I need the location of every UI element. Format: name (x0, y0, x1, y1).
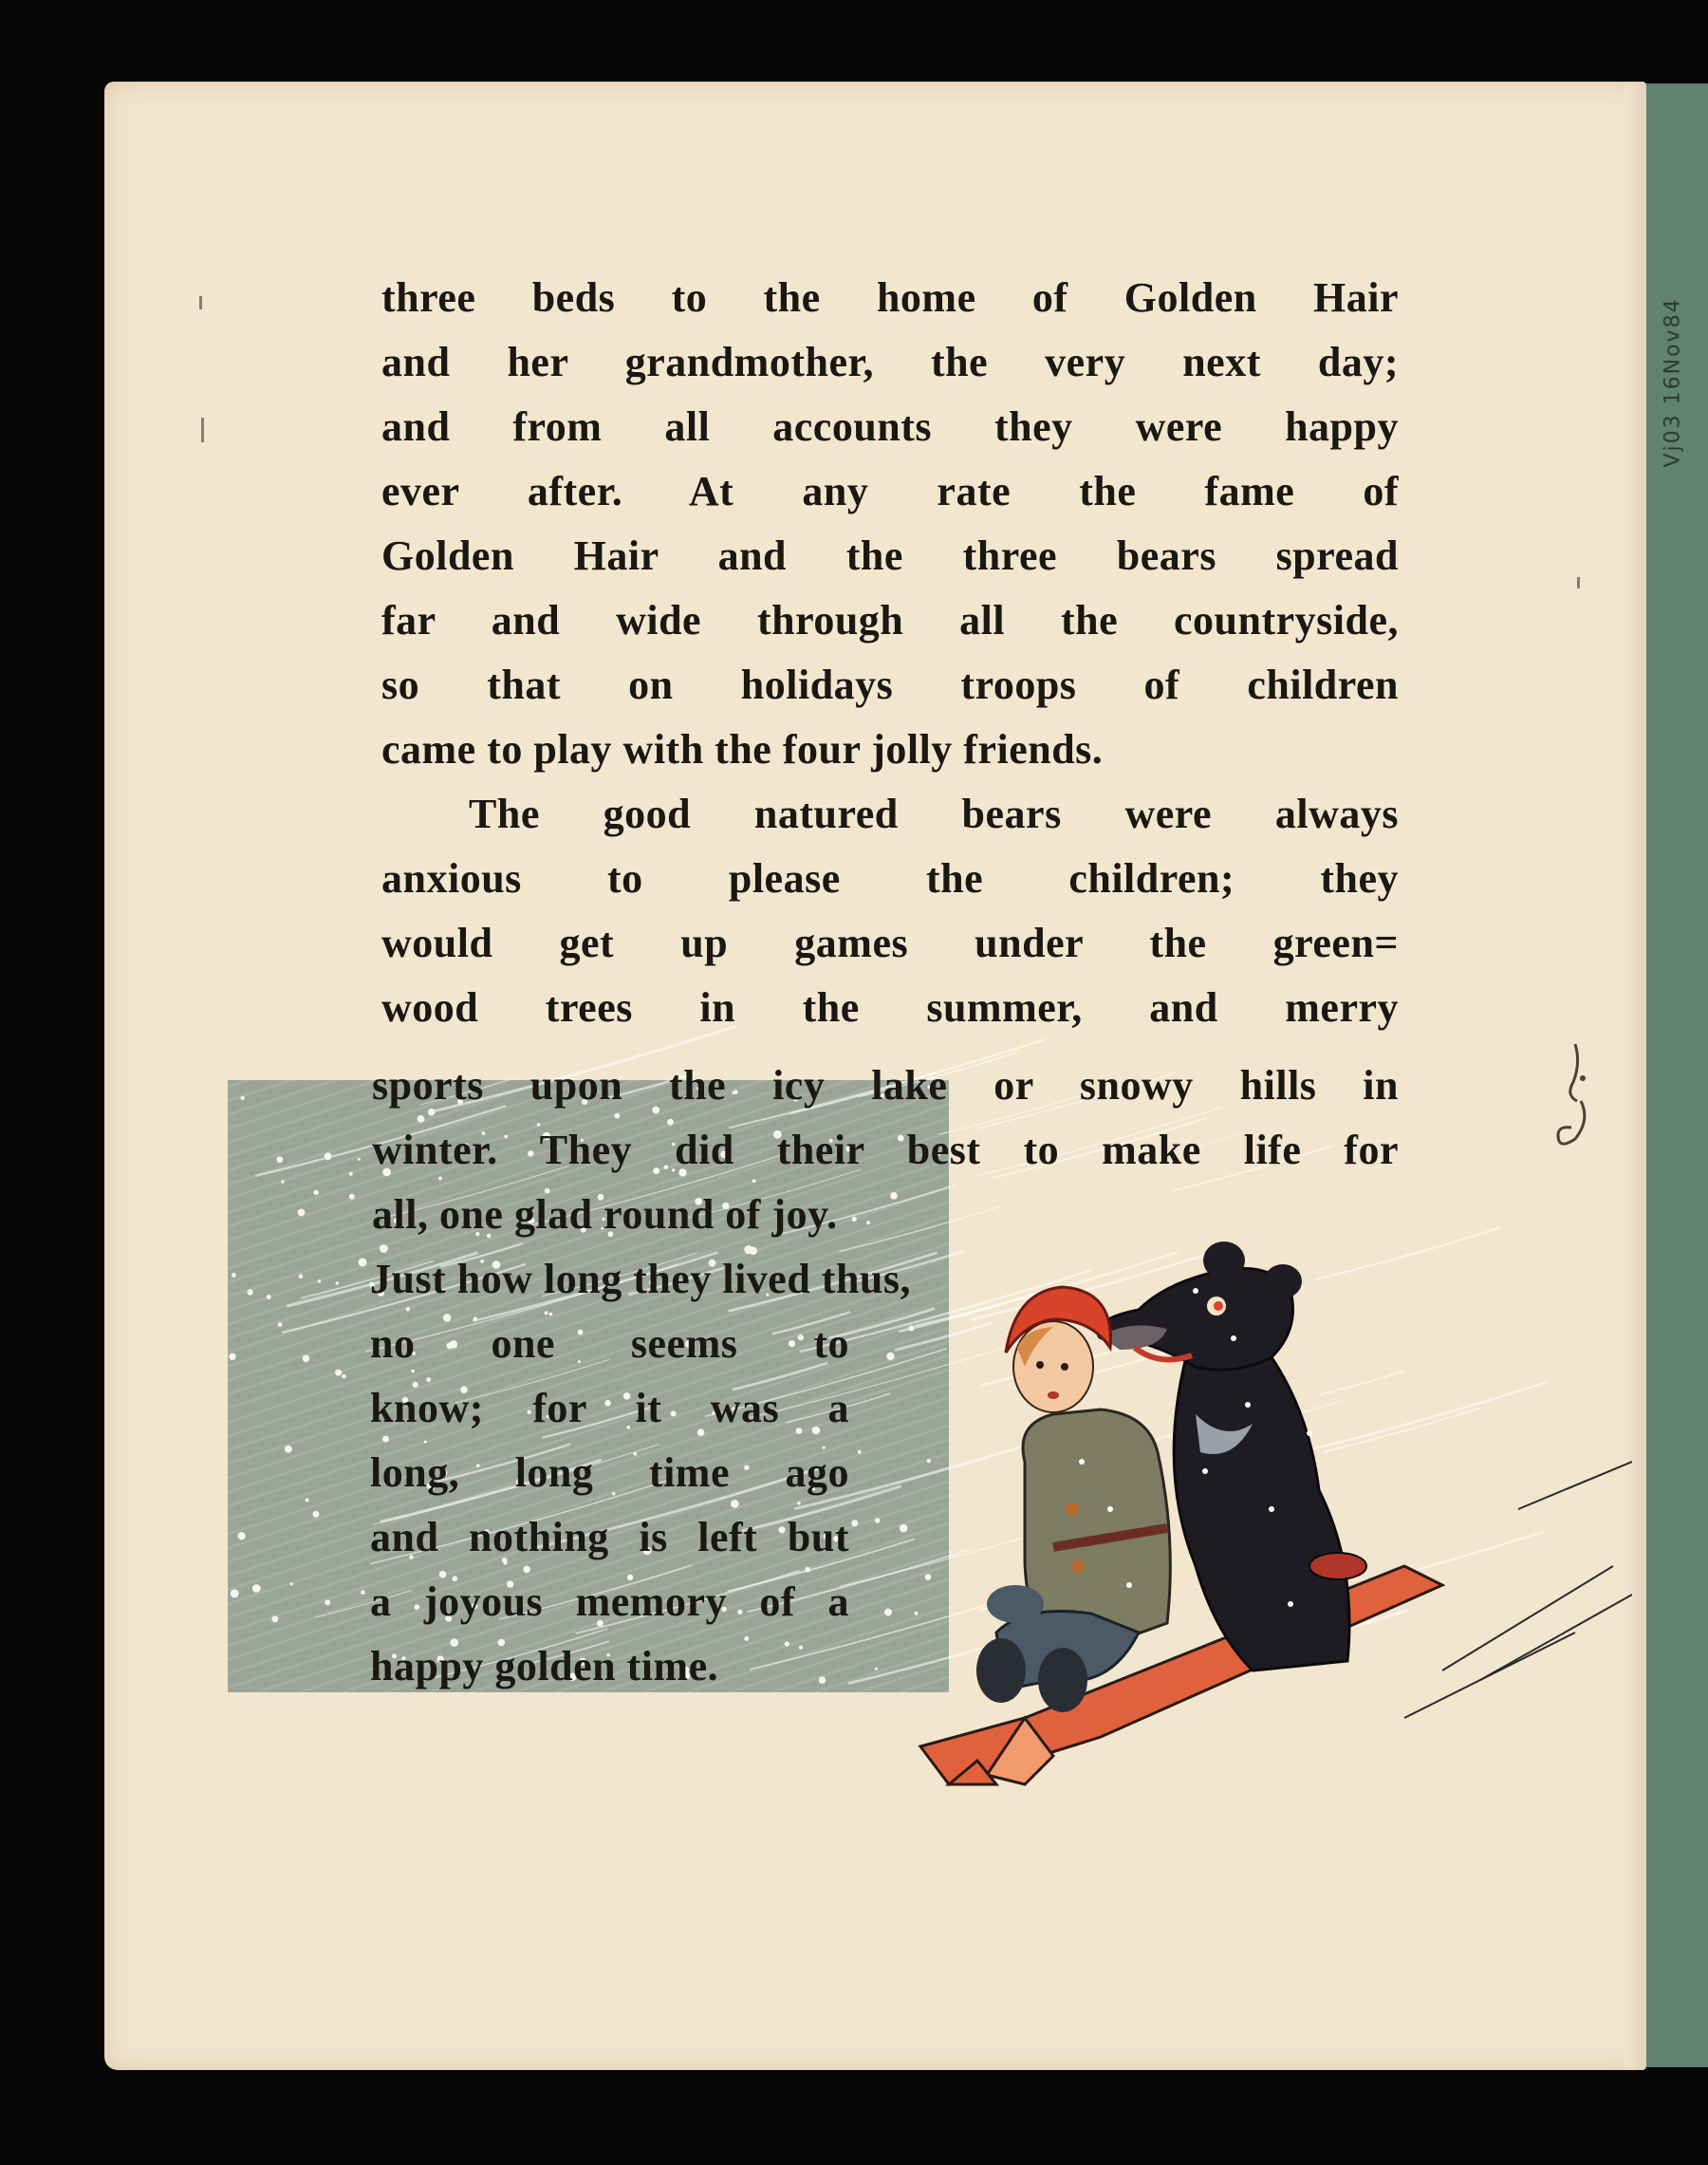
text-line: a joyous memory of a (370, 1578, 849, 1625)
snowflake (349, 1194, 355, 1200)
snowflake (349, 1172, 353, 1176)
text-line: came to play with the four jolly friends. (381, 726, 1104, 773)
story-text-narrow (370, 1312, 849, 1699)
snowflake (271, 1615, 278, 1622)
text-line: Golden Hair and the three bears spread (381, 532, 1399, 579)
sled-motion-lines (1404, 1462, 1632, 1718)
story-text-over-snow (372, 1054, 1399, 1247)
snowflake (361, 1590, 365, 1595)
snowflake (229, 1353, 235, 1360)
text-line: so that on holidays troops of children (381, 662, 1399, 708)
text-line: three beds to the home of Golden Hair (381, 274, 1399, 321)
text-line: no one seems to (370, 1320, 849, 1367)
snowflake (318, 1279, 321, 1282)
text-line: all, one glad round of joy. (372, 1191, 838, 1238)
snowflake (900, 1524, 908, 1533)
story-text-main (381, 266, 1399, 1040)
snowflake (858, 1450, 862, 1454)
catalog-note-text: Vj03 16Nov84 (1661, 297, 1685, 468)
text-line: and nothing is left but (370, 1514, 849, 1560)
text-line: would get up games under the green= (381, 920, 1399, 966)
snowflake (851, 1520, 858, 1526)
snowflake (306, 1499, 309, 1502)
snowflake (247, 1289, 252, 1295)
child-and-bear-sledding-illustration (911, 1224, 1632, 1794)
snowflake (238, 1532, 246, 1540)
text-line: The good natured bears were always (469, 791, 1399, 837)
snowflake (325, 1152, 332, 1160)
snowflake (240, 1096, 244, 1100)
snowflake (285, 1446, 292, 1453)
snowflake (336, 1281, 340, 1285)
snowflake (875, 1518, 880, 1522)
snowflake (325, 1599, 330, 1605)
snowflake (278, 1322, 283, 1327)
text-line: and her grandmother, the very next day; (381, 339, 1399, 385)
snowflake (359, 1258, 367, 1266)
text-line: ever after. At any rate the fame of (381, 468, 1399, 514)
text-line: long, long time ago (370, 1449, 849, 1496)
text-line: Just how long they lived thus, (370, 1256, 912, 1302)
snowflake (299, 1274, 304, 1278)
snowflake (342, 1374, 346, 1379)
text-line: know; for it was a (370, 1385, 849, 1431)
text-line: sports upon the icy lake or snowy hills in (372, 1062, 1399, 1109)
snowflake (884, 1609, 892, 1616)
snowflake (232, 1273, 236, 1278)
snowflake (231, 1589, 239, 1597)
snowflake (314, 1190, 319, 1195)
snowflake (298, 1209, 306, 1217)
text-line: anxious to please the children; they (381, 855, 1399, 902)
snowflake (281, 1180, 285, 1184)
snowflake (886, 1353, 894, 1360)
snowflake (252, 1584, 261, 1593)
snowflake (875, 1668, 878, 1670)
snowflake (358, 1158, 361, 1161)
snowflake (290, 1582, 293, 1585)
text-line: far and wide through all the countryside, (381, 597, 1399, 644)
snowflake (267, 1295, 271, 1299)
text-line: happy golden time. (370, 1643, 719, 1689)
snowflake (303, 1355, 310, 1363)
snowflake (335, 1370, 342, 1376)
text-line: wood trees in the summer, and merry (381, 984, 1399, 1031)
text-line: and from all accounts they were happy (381, 403, 1399, 450)
text-line: winter. They did their best to make life for (372, 1127, 1399, 1173)
snowflake (312, 1511, 319, 1518)
snowflake (276, 1156, 283, 1163)
